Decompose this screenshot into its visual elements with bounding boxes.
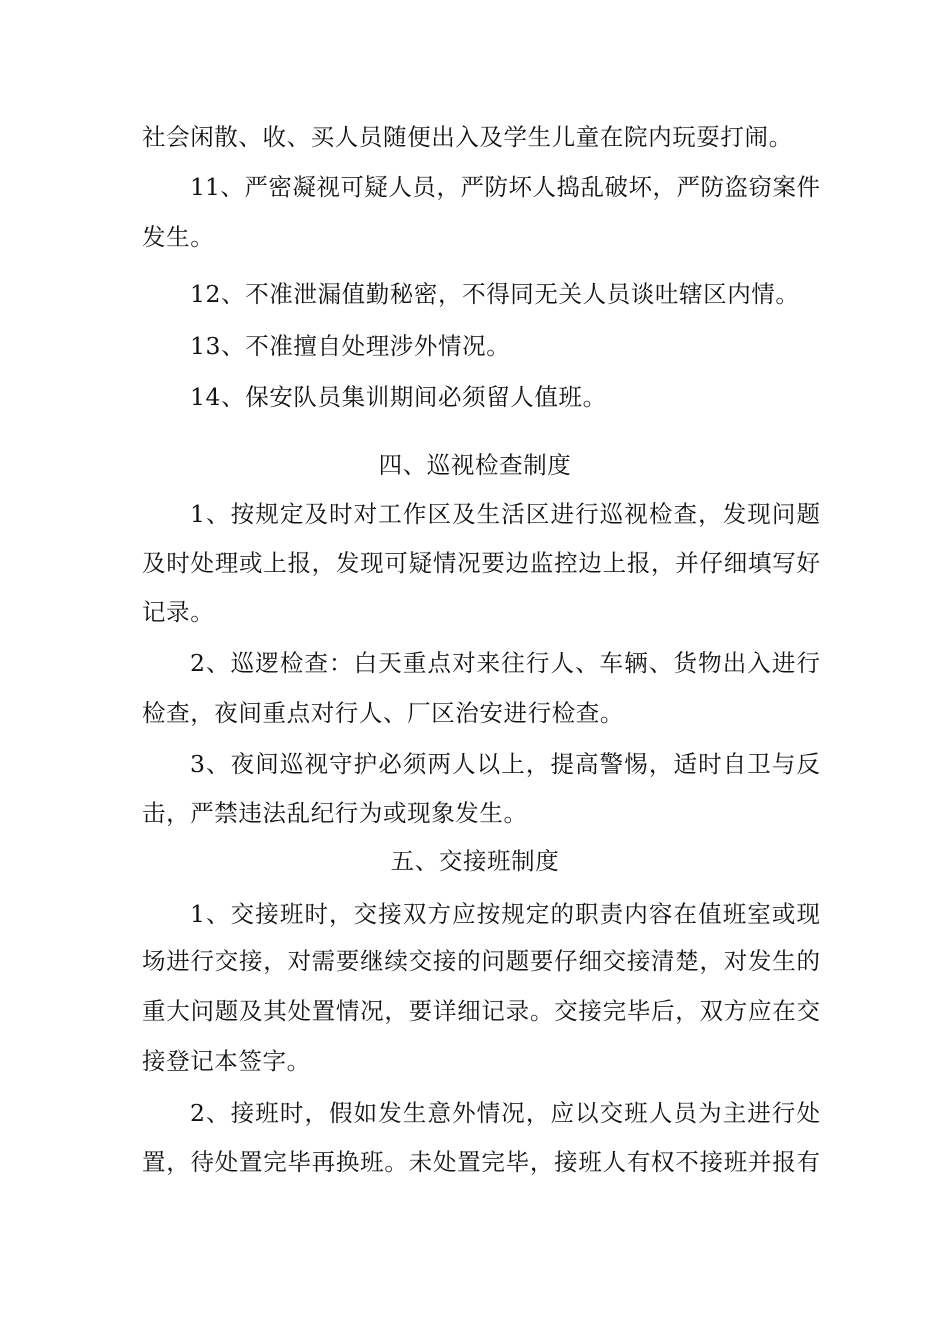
text-line: 3、夜间巡视守护必须两人以上，提高警惕，适时自卫与反	[190, 750, 820, 778]
text-line: 11、严密凝视可疑人员，严防坏人捣乱破坏，严防盗窃案件	[190, 173, 820, 201]
text-line: 12、不准泄漏值勤秘密，不得同无关人员谈吐辖区内情。	[190, 280, 800, 308]
section-heading: 四、巡视检查制度	[378, 451, 572, 479]
text-line: 记录。	[142, 598, 215, 626]
text-line: 2、巡逻检查：白天重点对来往行人、车辆、货物出入进行	[190, 649, 820, 677]
text-line: 及时处理或上报，发现可疑情况要边监控边上报，并仔细填写好	[142, 549, 820, 577]
text-line: 发生。	[142, 223, 215, 251]
text-line: 置，待处置完毕再换班。未处置完毕，接班人有权不接班并报有	[142, 1148, 820, 1176]
text-line: 14、保安队员集训期间必须留人值班。	[190, 383, 607, 411]
text-line: 场进行交接，对需要继续交接的问题要仔细交接清楚，对发生的	[142, 947, 820, 975]
section-heading: 五、交接班制度	[390, 847, 560, 875]
text-line: 重大问题及其处置情况，要详细记录。交接完毕后，双方应在交	[142, 997, 820, 1025]
text-line: 社会闲散、收、买人员随便出入及学生儿童在院内玩耍打闹。	[142, 123, 793, 151]
text-line: 击，严禁违法乱纪行为或现象发生。	[142, 799, 528, 827]
text-line: 1、按规定及时对工作区及生活区进行巡视检查，发现问题	[190, 500, 820, 528]
text-line: 接登记本签字。	[142, 1047, 311, 1075]
text-line: 检查，夜间重点对行人、厂区治安进行检查。	[142, 699, 624, 727]
text-line: 2、接班时，假如发生意外情况，应以交班人员为主进行处	[190, 1099, 820, 1127]
text-line: 13、不准擅自处理涉外情况。	[190, 332, 511, 360]
text-line: 1、交接班时，交接双方应按规定的职责内容在值班室或现	[190, 900, 820, 928]
